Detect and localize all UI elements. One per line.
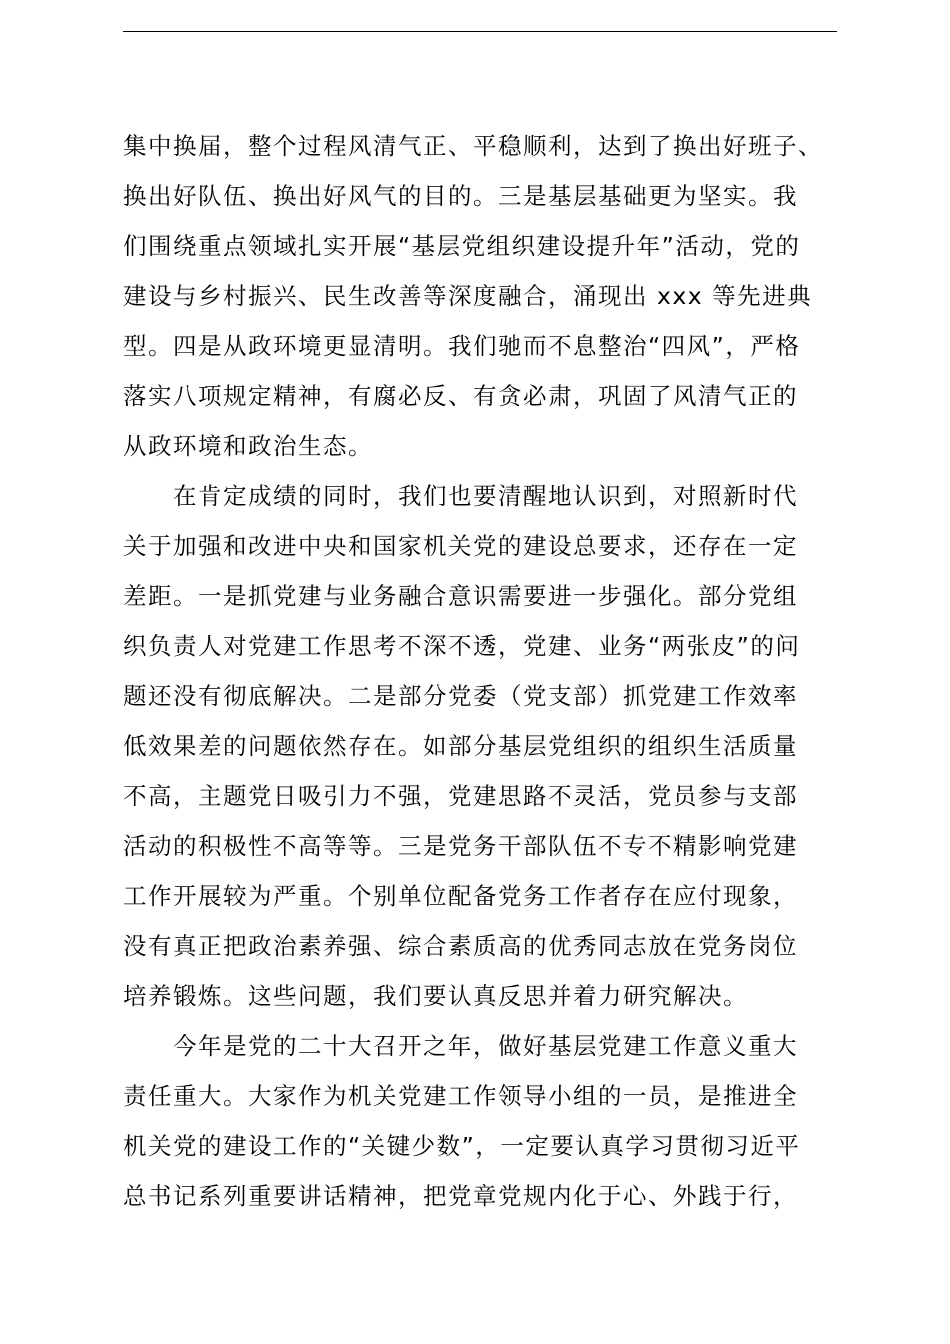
text-line: 不高，主题党日吸引力不强，党建思路不灵活，党员参与支部 (123, 782, 798, 810)
text-line: 责任重大。大家作为机关党建工作领导小组的一员，是推进全 (123, 1082, 798, 1110)
text-line: 培养锻炼。这些问题，我们要认真反思并着力研究解决。 (123, 982, 748, 1010)
text-line: 没有真正把政治素养强、综合素质高的优秀同志放在党务岗位 (123, 932, 798, 960)
text-line: 型。四是从政环境更显清明。我们驰而不息整治“四风”，严格 (123, 332, 801, 360)
body-text (123, 128, 837, 1228)
text-line: 机关党的建设工作的“关键少数”，一定要认真学习贯彻习近平 (123, 1132, 801, 1160)
text-line: 落实八项规定精神，有腐必反、有贪必肃，巩固了风清气正的 (123, 382, 798, 410)
paragraph-first-line: 今年是党的二十大召开之年，做好基层党建工作意义重大 (173, 1032, 798, 1060)
text-line: 差距。一是抓党建与业务融合意识需要进一步强化。部分党组 (123, 582, 798, 610)
text-line: 们围绕重点领域扎实开展“基层党组织建设提升年”活动，党的 (123, 232, 801, 260)
text-line: 低效果差的问题依然存在。如部分基层党组织的组织生活质量 (123, 732, 798, 760)
text-line: 从政环境和政治生态。 (123, 432, 373, 460)
text-line: 建设与乡村振兴、民生改善等深度融合，涌现出 xxx 等先进典 (123, 282, 813, 310)
header-rule (123, 31, 837, 32)
text-line: 织负责人对党建工作思考不深不透，党建、业务“两张皮”的问 (123, 632, 801, 660)
text-line: 换出好队伍、换出好风气的目的。三是基层基础更为坚实。我 (123, 182, 798, 210)
paragraph-first-line: 在肯定成绩的同时，我们也要清醒地认识到，对照新时代 (173, 482, 798, 510)
text-line: 工作开展较为严重。个别单位配备党务工作者存在应付现象， (123, 882, 798, 910)
text-line: 活动的积极性不高等等。三是党务干部队伍不专不精影响党建 (123, 832, 798, 860)
text-line: 总书记系列重要讲话精神，把党章党规内化于心、外践于行， (123, 1182, 798, 1210)
text-line: 集中换届，整个过程风清气正、平稳顺利，达到了换出好班子、 (123, 132, 823, 160)
text-line: 题还没有彻底解决。二是部分党委（党支部）抓党建工作效率 (123, 682, 798, 710)
text-line: 关于加强和改进中央和国家机关党的建设总要求，还存在一定 (123, 532, 798, 560)
